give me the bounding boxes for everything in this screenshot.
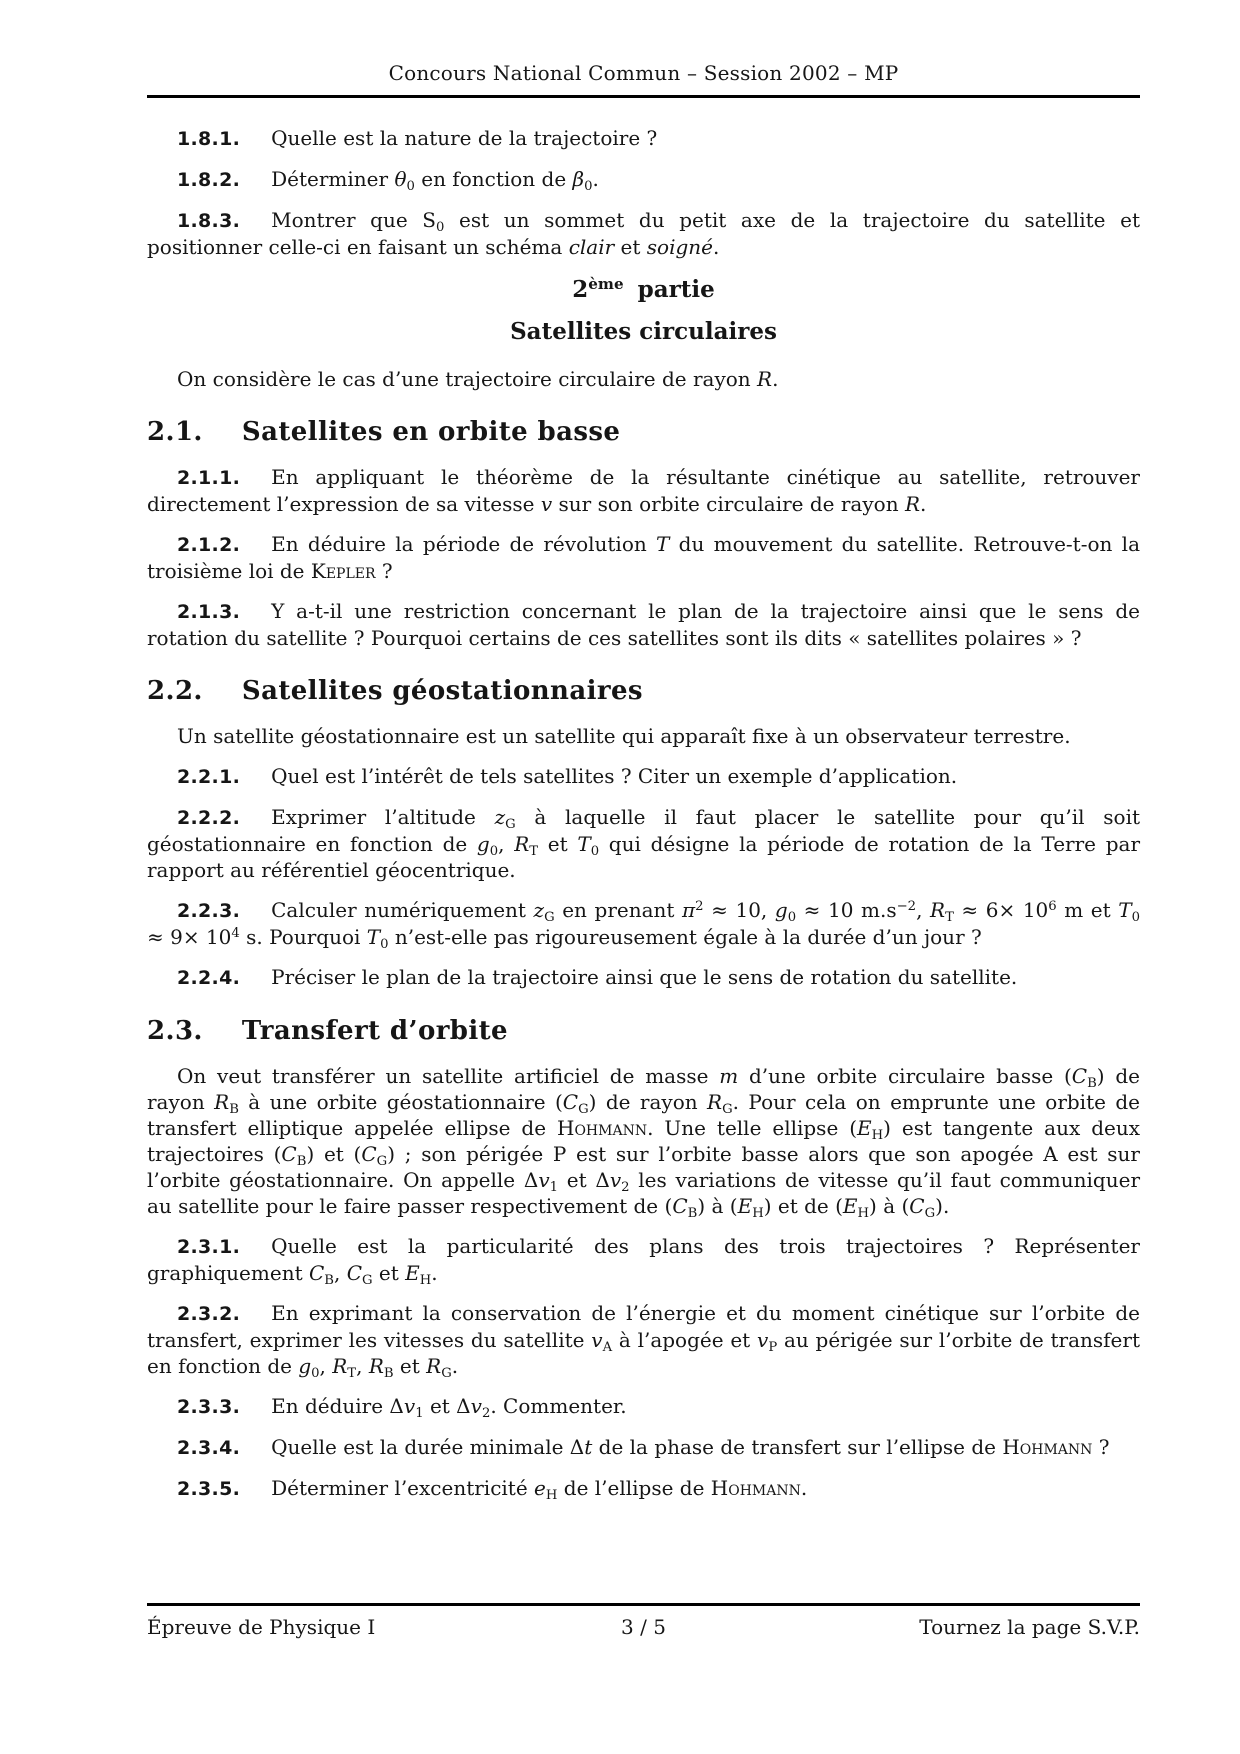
text-segment: E xyxy=(842,1194,858,1218)
text-segment: Calculer numériquement xyxy=(271,898,534,922)
question-number: 1.8.2. xyxy=(177,169,241,191)
text-segment: C xyxy=(361,1142,377,1166)
text-segment: B xyxy=(296,1153,307,1169)
text-segment: t xyxy=(584,1435,593,1459)
text-segment: On veut transférer un satellite artificiel de masse xyxy=(177,1064,720,1088)
text-segment: ≈ 9× 10 xyxy=(147,925,232,949)
text-segment: g xyxy=(476,832,490,856)
question-2-3-4 xyxy=(147,1434,1140,1461)
text-segment: ≈ 10, xyxy=(703,898,775,922)
question-number: 1.8.1. xyxy=(177,128,241,150)
text-segment: C xyxy=(281,1142,297,1166)
question-number: 2.2.1. xyxy=(177,766,241,788)
text-segment: g xyxy=(774,898,788,922)
text-segment: 0 xyxy=(436,219,445,235)
text-segment: ) est tangente aux deux trajectoires ( xyxy=(147,1116,1141,1166)
text-segment: à une orbite géostationnaire ( xyxy=(238,1090,563,1114)
text-segment: T xyxy=(656,532,670,556)
text-segment: Déterminer xyxy=(271,167,395,191)
text-segment: C xyxy=(308,1261,325,1285)
text-segment: et xyxy=(538,832,578,856)
text-segment: 0 xyxy=(584,178,593,194)
text-segment: G xyxy=(362,1272,373,1288)
section-number: 2.3. xyxy=(147,1016,203,1046)
page-content xyxy=(147,60,1140,1516)
text-segment: , xyxy=(356,1354,369,1378)
part-subtitle: Satellites circulaires xyxy=(510,318,777,345)
text-segment: z xyxy=(533,898,545,922)
text-segment: Quel est l’intérêt de tels satellites ? Citer un exemple d’application. xyxy=(271,764,958,788)
text-segment: , xyxy=(916,898,930,922)
text-segment: g xyxy=(298,1354,312,1378)
text-segment: G xyxy=(505,816,516,832)
text-segment: et xyxy=(393,1354,427,1378)
text-segment: Préciser le plan de la trajectoire ainsi que le sens de rotation du satellite. xyxy=(271,965,1018,989)
text-segment: 1 xyxy=(415,1405,424,1421)
question-text xyxy=(271,1394,627,1421)
text-segment: . xyxy=(451,1354,459,1378)
text-segment: v xyxy=(403,1394,416,1418)
text-segment: en prenant xyxy=(554,898,683,922)
text-segment: T xyxy=(1118,898,1132,922)
question-number: 2.2.4. xyxy=(177,967,241,989)
text-segment: ? xyxy=(1092,1435,1110,1459)
text-segment: s. Pourquoi xyxy=(239,925,367,949)
text-segment: En exprimant la conservation de l’énergie et du moment cinétique sur l’orbite de transfert, exprimer les vitesses du satellite xyxy=(147,1301,1140,1352)
text-segment: 2 xyxy=(481,1405,491,1421)
text-segment: du mouvement du satellite. Retrouve-t-on la troisième loi de xyxy=(147,532,1141,583)
text-segment: R xyxy=(904,492,920,516)
question-text xyxy=(271,1435,1109,1459)
text-segment: Un satellite géostationnaire est un satellite qui apparaît fixe à un observateur terrestre. xyxy=(177,724,1071,748)
footer-row xyxy=(147,1615,1140,1639)
question-text xyxy=(147,465,1140,516)
question-number: 2.1.3. xyxy=(177,601,241,623)
question-2-1-2 xyxy=(147,531,1140,584)
text-segment: H xyxy=(857,1205,870,1221)
text-segment: T xyxy=(577,832,591,856)
text-segment: . xyxy=(920,492,927,516)
question-number: 2.1.2. xyxy=(177,534,241,556)
part-title xyxy=(147,276,1140,304)
question-1-8-3 xyxy=(147,207,1140,260)
question-text xyxy=(147,532,1140,583)
text-segment: G xyxy=(722,1101,733,1117)
text-segment: m xyxy=(719,1064,739,1088)
page-footer xyxy=(147,1603,1140,1639)
question-2-2-1 xyxy=(147,763,1140,790)
text-segment: v xyxy=(538,1168,550,1192)
question-text xyxy=(147,805,1140,882)
text-segment: T xyxy=(347,1365,357,1381)
text-segment: R xyxy=(757,367,773,391)
question-2-3-5 xyxy=(147,1475,1140,1502)
text-segment: G xyxy=(544,909,555,925)
text-segment: En appliquant le théorème de la résultante cinétique au satellite, retrouver directement l’expression de sa vitesse xyxy=(147,465,1140,516)
text-segment: E xyxy=(737,1194,753,1218)
question-2-2-2 xyxy=(147,804,1140,883)
header-title: Concours National Commun – Session 2002 – MP xyxy=(388,61,899,85)
header-rule xyxy=(147,95,1140,98)
text-segment: R xyxy=(214,1090,230,1114)
text-segment: qui désigne la période de rotation de la Terre par rapport au référentiel géocentrique. xyxy=(147,832,1141,882)
text-segment: C xyxy=(672,1194,688,1218)
text-segment: En déduire la période de révolution xyxy=(271,532,657,556)
text-segment: ) de rayon xyxy=(147,1064,1140,1114)
text-segment: −2 xyxy=(896,898,917,914)
text-segment: H xyxy=(871,1127,884,1143)
question-2-1-1 xyxy=(147,464,1140,517)
section-heading-2-2 xyxy=(147,675,1140,707)
question-2-3-3 xyxy=(147,1393,1140,1420)
text-segment: Exprimer l’altitude xyxy=(271,805,495,829)
text-segment: et Δ xyxy=(423,1394,471,1418)
question-number: 2.3.2. xyxy=(177,1303,241,1325)
text-segment: de la phase de transfert sur l’ellipse de xyxy=(592,1435,1003,1459)
text-segment: . xyxy=(713,235,720,259)
text-segment: ≈ 6× 10 xyxy=(953,898,1049,922)
text-segment: 2 xyxy=(621,1179,630,1195)
text-segment: e xyxy=(534,1476,546,1500)
text-segment: . xyxy=(772,367,779,391)
text-segment: les variations de vitesse qu’il faut communiquer au satellite pour le faire passer respectivement de ( xyxy=(147,1168,1141,1218)
text-segment: . xyxy=(431,1261,438,1285)
text-segment: de l’ellipse de xyxy=(557,1476,711,1500)
question-text xyxy=(271,126,657,150)
footer-rule xyxy=(147,1603,1140,1606)
text-segment: G xyxy=(376,1153,388,1169)
question-text xyxy=(271,764,957,788)
text-segment: sur son orbite circulaire de rayon xyxy=(552,492,905,516)
question-number: 2.3.1. xyxy=(177,1236,241,1258)
text-segment: 0 xyxy=(1131,909,1140,925)
text-segment: 4 xyxy=(231,925,240,941)
text-segment: et xyxy=(372,1261,406,1285)
section-heading-2-3 xyxy=(147,1015,1140,1047)
text-segment: ) de rayon xyxy=(588,1090,708,1114)
text-segment: . xyxy=(592,167,599,191)
text-segment: v xyxy=(540,492,553,516)
text-segment: Quelle est la nature de la trajectoire ? xyxy=(271,126,658,150)
text-segment: . Pour cela on emprunte une orbite de transfert elliptique appelée ellipse de xyxy=(147,1090,1141,1140)
text-segment: C xyxy=(346,1261,363,1285)
text-segment: . xyxy=(800,1476,808,1500)
question-text xyxy=(147,599,1140,650)
text-segment: R xyxy=(514,832,530,856)
text-segment: , xyxy=(498,832,515,856)
text-segment: ) et de ( xyxy=(763,1194,843,1218)
text-segment: v xyxy=(757,1328,769,1352)
text-segment: C xyxy=(1071,1064,1088,1088)
section-title: Satellites géostationnaires xyxy=(241,676,643,706)
text-segment: ≈ 10 m.s xyxy=(796,898,897,922)
question-text xyxy=(147,1234,1140,1288)
text-segment: Hohmann xyxy=(557,1116,648,1140)
text-segment: H xyxy=(752,1205,764,1221)
question-text xyxy=(147,898,1140,952)
text-segment: On considère le cas d’une trajectoire circulaire de rayon xyxy=(177,367,758,391)
text-segment: v xyxy=(470,1394,482,1418)
text-segment: B xyxy=(1087,1075,1097,1091)
text-segment: ) ; son périgée P est sur l’orbite basse alors que son apogée A est sur l’orbite géostationnaire. On appelle Δ xyxy=(147,1142,1140,1192)
footer-turn-page-note: Tournez la page S.V.P. xyxy=(919,1615,1140,1639)
text-segment: , xyxy=(319,1354,333,1378)
question-text xyxy=(271,167,599,194)
text-segment: et xyxy=(614,235,647,259)
text-segment: à l’apogée et xyxy=(612,1328,757,1352)
text-segment: ). xyxy=(935,1194,950,1218)
question-2-1-3 xyxy=(147,598,1140,651)
text-segment: Quelle est la durée minimale Δ xyxy=(271,1435,585,1459)
text-segment: z xyxy=(494,805,506,829)
text-segment: 0 xyxy=(311,1365,320,1381)
question-2-2-4 xyxy=(147,964,1140,991)
text-segment: π xyxy=(682,898,696,922)
text-segment: G xyxy=(924,1205,936,1221)
text-segment: ? xyxy=(375,559,393,583)
text-segment: β xyxy=(572,167,585,191)
text-segment: B xyxy=(324,1272,334,1288)
text-segment: ) à ( xyxy=(869,1194,910,1218)
question-2-2-3 xyxy=(147,897,1140,950)
question-text xyxy=(147,208,1140,259)
text-segment: et Δ xyxy=(558,1168,610,1192)
text-segment: C xyxy=(909,1194,925,1218)
text-segment: G xyxy=(441,1365,452,1381)
question-number: 2.2.3. xyxy=(177,900,241,922)
text-segment: soigné xyxy=(646,235,713,259)
section-heading-2-1 xyxy=(147,416,1140,448)
text-segment: T xyxy=(529,843,539,859)
text-segment: 1 xyxy=(549,1179,559,1195)
text-segment: E xyxy=(857,1116,872,1140)
part-number xyxy=(572,276,623,303)
paragraph-transfer-intro xyxy=(147,1063,1140,1219)
text-segment: . Commenter. xyxy=(490,1394,627,1418)
text-segment: 0 xyxy=(380,936,389,952)
text-segment: H xyxy=(545,1487,558,1503)
text-segment: Montrer que S xyxy=(271,208,436,232)
section-number: 2.2. xyxy=(147,676,203,706)
section-title: Transfert d’orbite xyxy=(241,1016,508,1046)
text-segment: A xyxy=(602,1339,613,1355)
text-segment: , xyxy=(333,1261,347,1285)
question-text xyxy=(271,1476,808,1503)
text-segment: Hohmann xyxy=(1002,1435,1093,1459)
text-segment: R xyxy=(930,898,946,922)
question-1-8-1 xyxy=(147,125,1140,152)
text-segment: B xyxy=(229,1101,239,1117)
question-number: 2.2.2. xyxy=(177,807,241,829)
question-text xyxy=(271,965,1017,989)
text-segment: . Une telle ellipse ( xyxy=(647,1116,858,1140)
question-2-3-1 xyxy=(147,1233,1140,1286)
text-segment: 0 xyxy=(590,843,600,859)
section-title: Satellites en orbite basse xyxy=(241,417,621,447)
part-word: partie xyxy=(637,276,715,303)
text-segment: m et xyxy=(1056,898,1119,922)
text-segment: d’une orbite circulaire basse ( xyxy=(738,1064,1072,1088)
text-segment: B xyxy=(687,1205,698,1221)
question-number: 1.8.3. xyxy=(177,210,241,232)
text-segment: ) et ( xyxy=(306,1142,362,1166)
text-segment: 0 xyxy=(489,843,499,859)
text-segment: P xyxy=(768,1339,778,1355)
text-segment: θ xyxy=(394,167,407,191)
question-1-8-2 xyxy=(147,166,1140,193)
footer-page-number: 3 / 5 xyxy=(621,1615,666,1639)
text-segment: 2 xyxy=(572,276,589,303)
text-segment: clair xyxy=(568,235,615,259)
question-number: 2.1.1. xyxy=(177,467,241,489)
text-segment: Quelle est la particularité des plans des trois trajectoires ? Représenter graphiquement xyxy=(147,1234,1140,1285)
footer-exam-name: Épreuve de Physique I xyxy=(147,1615,376,1639)
text-segment: 0 xyxy=(787,909,797,925)
question-2-3-2 xyxy=(147,1300,1140,1379)
paragraph-geostationary-intro xyxy=(147,723,1140,749)
text-segment: R xyxy=(332,1354,348,1378)
text-segment: n’est-elle pas rigoureusement égale à la durée d’un jour ? xyxy=(388,925,982,949)
text-segment: C xyxy=(562,1090,579,1114)
text-segment: R xyxy=(426,1354,442,1378)
text-segment: ème xyxy=(588,274,624,293)
text-segment: v xyxy=(609,1168,622,1192)
text-segment: Kepler xyxy=(310,559,376,583)
text-segment: Déterminer l’excentricité xyxy=(271,1476,535,1500)
text-segment: en fonction de xyxy=(414,167,573,191)
text-segment: B xyxy=(383,1365,394,1381)
text-segment: 0 xyxy=(406,178,415,194)
text-segment: R xyxy=(368,1354,384,1378)
text-segment: G xyxy=(578,1101,589,1117)
text-segment: H xyxy=(419,1272,432,1288)
text-segment: T xyxy=(945,909,954,925)
question-number: 2.3.3. xyxy=(177,1396,241,1418)
text-segment: Hohmann xyxy=(710,1476,801,1500)
text-segment: à laquelle il faut placer le satellite pour qu’il soit géostationnaire en fonction de xyxy=(147,805,1141,856)
text-segment: 2 xyxy=(695,898,704,914)
text-segment: T xyxy=(366,925,381,949)
question-number: 2.3.4. xyxy=(177,1437,241,1459)
text-segment: v xyxy=(591,1328,603,1352)
text-segment: Y a-t-il une restriction concernant le plan de la trajectoire ainsi que le sens de rotation du satellite ? Pourquoi certains de ces satellites sont ils dits « satellites polaires » ? xyxy=(147,599,1140,650)
text-segment: est un sommet du petit axe de la trajectoire du satellite et positionner celle-ci en faisant un schéma xyxy=(147,208,1140,259)
text-segment: E xyxy=(405,1261,420,1285)
text-segment: R xyxy=(707,1090,723,1114)
text-segment: au périgée sur l’orbite de transfert en fonction de xyxy=(147,1328,1140,1378)
section-number: 2.1. xyxy=(147,417,203,447)
text-segment: En déduire Δ xyxy=(271,1394,404,1418)
question-number: 2.3.5. xyxy=(177,1478,241,1500)
paragraph-circular-intro xyxy=(147,366,1140,392)
text-segment: 6 xyxy=(1048,898,1057,914)
question-text xyxy=(147,1301,1140,1381)
text-segment: ) à ( xyxy=(697,1194,738,1218)
